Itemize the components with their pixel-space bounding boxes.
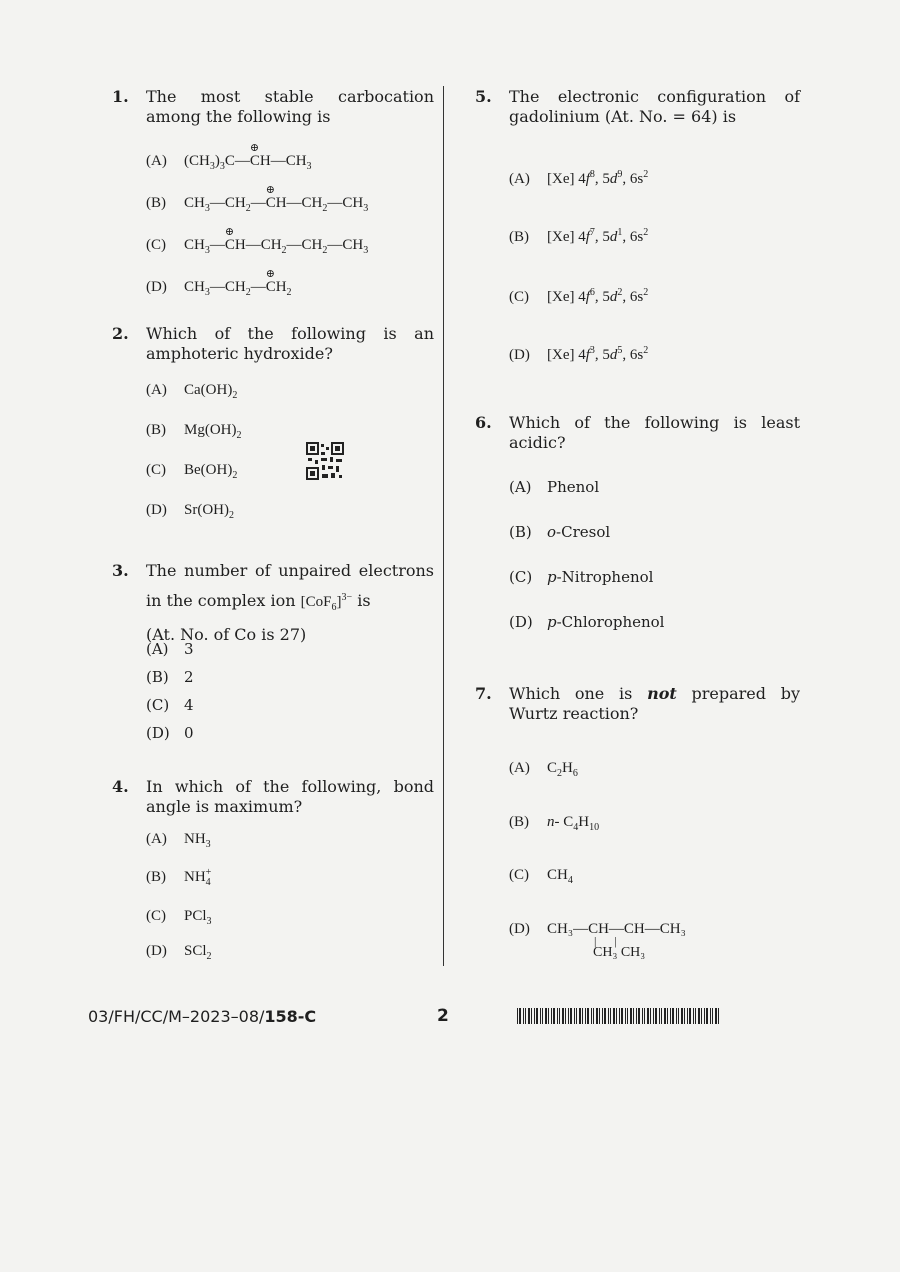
option-b: (B) $Mg(OH)_2$ bbox=[146, 422, 242, 441]
barcode-bar bbox=[523, 1008, 524, 1024]
barcode-bar bbox=[517, 1008, 518, 1024]
barcode-bar bbox=[698, 1008, 700, 1024]
barcode-bar bbox=[676, 1008, 677, 1024]
barcode-bar bbox=[687, 1008, 688, 1024]
barcode-bar bbox=[706, 1008, 708, 1024]
barcode-bar bbox=[650, 1008, 651, 1024]
barcode-bar bbox=[659, 1008, 660, 1024]
barcode-bar bbox=[704, 1008, 705, 1024]
barcode-bar bbox=[670, 1008, 671, 1024]
barcode-bar bbox=[602, 1008, 603, 1024]
barcode-bar bbox=[664, 1008, 666, 1024]
option-d: (D) CH₃—CH—CH—CH₃ | | CH₃ CH₃ bbox=[509, 921, 686, 960]
barcode-bar bbox=[627, 1008, 628, 1024]
barcode-bar bbox=[568, 1008, 569, 1024]
question-7: 7. Which one is not prepared by Wurtz reaction? (A) $C_2H_6$ (B) n- $C_4H_{10}$ (C) $CH_4$ (D) CH₃—CH—CH—CH₃ | | CH₃ CH₃ bbox=[475, 684, 801, 960]
barcode-bar bbox=[542, 1008, 543, 1024]
option-d: (D) p-Chlorophenol bbox=[509, 613, 665, 631]
barcode-bar bbox=[684, 1008, 685, 1024]
barcode-bar bbox=[576, 1008, 577, 1024]
barcode-bar bbox=[647, 1008, 649, 1024]
qr-code-icon bbox=[306, 442, 344, 480]
barcode-bar bbox=[621, 1008, 623, 1024]
barcode-bar bbox=[570, 1008, 572, 1024]
barcode-bar bbox=[710, 1008, 711, 1024]
option-a: (A) $Ca(OH)_2$ bbox=[146, 382, 238, 401]
barcode-bar bbox=[644, 1008, 645, 1024]
barcode-bar bbox=[531, 1008, 532, 1024]
barcode-bar bbox=[672, 1008, 674, 1024]
option-d: (D) $CH_3—CH_2—\oplus$ $CH_2$ bbox=[146, 277, 292, 303]
barcode-bar bbox=[553, 1008, 555, 1024]
barcode-bar bbox=[545, 1008, 547, 1024]
barcode-bar bbox=[559, 1008, 560, 1024]
barcode-bar bbox=[661, 1008, 662, 1024]
barcode-bar bbox=[565, 1008, 566, 1024]
question-6: 6. Which of the following is least acidic? (A) Phenol (B) o-Cresol (C) p-Nitrophenol (D) p-Chlorophenol bbox=[475, 413, 800, 631]
positive-charge-icon: ⊕ CH bbox=[250, 151, 271, 171]
option-b: (B) n- $C_4H_{10}$ bbox=[509, 814, 600, 833]
option-b: (B) NH + 4 bbox=[146, 866, 212, 888]
barcode-bar bbox=[701, 1008, 702, 1024]
barcode-bar bbox=[582, 1008, 583, 1024]
barcode-bar bbox=[525, 1008, 526, 1024]
option-b: (B) $CH_3—CH_2—\oplus$ $CH—CH_2—CH_3$ bbox=[146, 193, 368, 219]
page-number: 2 bbox=[437, 1006, 449, 1026]
option-c: (C) p-Nitrophenol bbox=[509, 568, 654, 586]
option-d: (D) $Sr(OH)_2$ bbox=[146, 502, 234, 521]
barcode-bar bbox=[548, 1008, 549, 1024]
barcode-bar bbox=[613, 1008, 615, 1024]
option-a: (A) Phenol bbox=[509, 478, 600, 496]
barcode-bar bbox=[528, 1008, 530, 1024]
barcode-bar bbox=[653, 1008, 654, 1024]
option-c: (C) [Xe] $4f^6$, $5d^2$, $6s^2$ bbox=[509, 287, 649, 305]
barcode-bar bbox=[557, 1008, 558, 1024]
question-text: The most stable carbocation among the following is bbox=[146, 87, 434, 126]
barcode-icon bbox=[517, 1008, 722, 1024]
barcode-bar bbox=[678, 1008, 679, 1024]
barcode-bar bbox=[638, 1008, 640, 1024]
barcode-bar bbox=[642, 1008, 643, 1024]
barcode-bar bbox=[610, 1008, 611, 1024]
barcode-bar bbox=[630, 1008, 632, 1024]
option-d: (D) SCl$_2$ bbox=[146, 943, 212, 962]
option-c: (C) $CH_3—\oplus$ $CH—CH_2—CH_2—CH_3$ bbox=[146, 235, 368, 261]
barcode-bar bbox=[593, 1008, 594, 1024]
barcode-bar bbox=[579, 1008, 581, 1024]
option-d: (D) 0 bbox=[146, 724, 194, 742]
positive-charge-icon: ⊕ CH bbox=[266, 193, 287, 213]
barcode-bar bbox=[519, 1008, 521, 1024]
positive-charge-icon: ⊕ CH bbox=[225, 235, 246, 255]
barcode-bar bbox=[587, 1008, 589, 1024]
option-a: (A) [Xe] $4f^8$, $5d^9$, $6s^2$ bbox=[509, 169, 649, 187]
barcode-bar bbox=[536, 1008, 538, 1024]
barcode-bar bbox=[712, 1008, 713, 1024]
barcode-bar bbox=[619, 1008, 620, 1024]
barcode-bar bbox=[562, 1008, 564, 1024]
option-b: (B) o-Cresol bbox=[509, 523, 611, 541]
question-number: 1. bbox=[112, 87, 129, 106]
barcode-bar bbox=[718, 1008, 719, 1024]
barcode-bar bbox=[667, 1008, 668, 1024]
barcode-bar bbox=[585, 1008, 586, 1024]
option-d: (D) [Xe] $4f^3$, $5d^5$, $6s^2$ bbox=[509, 345, 649, 363]
branch-bonds: | | bbox=[594, 934, 617, 948]
option-a: (A) $NH_3$ bbox=[146, 831, 211, 850]
question-3: 3. The number of unpaired electrons in the complex ion $[CoF_6]^{3-}$ is (At. No. of Co is 27) (A) 3 (B) 2 (C) 4 (D) 0 bbox=[112, 561, 434, 742]
option-a: (A) $(CH_3)_3C—\oplus$ $CH—CH_3$ bbox=[146, 151, 312, 177]
option-b: (B) [Xe] $4f^7$, $5d^1$, $6s^2$ bbox=[509, 227, 649, 245]
option-c: (C) $Be(OH)_2$ bbox=[146, 462, 238, 481]
option-a: (A) 3 bbox=[146, 640, 194, 658]
question-4: 4. In which of the following, bond angle is maximum? (A) $NH_3$ (B) NH + 4 (C) PCl$_3$ (D) SCl$_2$ bbox=[112, 777, 434, 817]
question-1 bbox=[112, 87, 434, 298]
barcode-bar bbox=[540, 1008, 541, 1024]
barcode-bar bbox=[693, 1008, 694, 1024]
barcode-bar bbox=[695, 1008, 696, 1024]
paper-code: 03/FH/CC/M–2023–08/158-C bbox=[88, 1007, 317, 1026]
column-divider bbox=[443, 86, 444, 966]
barcode-bar bbox=[633, 1008, 634, 1024]
barcode-bar bbox=[616, 1008, 617, 1024]
option-c: (C) 4 bbox=[146, 696, 194, 714]
barcode-bar bbox=[574, 1008, 575, 1024]
barcode-bar bbox=[534, 1008, 535, 1024]
barcode-bar bbox=[599, 1008, 600, 1024]
barcode-bar bbox=[681, 1008, 683, 1024]
option-a: (A) $C_2H_6$ bbox=[509, 760, 578, 779]
barcode-bar bbox=[655, 1008, 657, 1024]
branched-formula-substituents: CH₃ CH₃ bbox=[593, 945, 646, 960]
barcode-bar bbox=[596, 1008, 598, 1024]
barcode-bar bbox=[604, 1008, 606, 1024]
question-5: 5. The electronic configuration of gadolinium (At. No. = 64) is (A) [Xe] $4f^8$, $5d^9$, $6s^2$ (B) [Xe] $4f^7$, $5d^1$, $6s^2$ (C) [Xe] $4f^6$, $5d^2$, $6s^2$ (D) [Xe] $4f^3$, $5d^5$, $6s^2$ bbox=[475, 87, 800, 363]
positive-charge-icon: ⊕ CH bbox=[266, 277, 287, 297]
barcode-bar bbox=[608, 1008, 609, 1024]
question-2: 2. Which of the following is an amphoteric hydroxide? (A) $Ca(OH)_2$ (B) $Mg(OH)_2$ (C) $Be(OH)_2$ (D) $Sr(OH)_2$ bbox=[112, 324, 434, 364]
option-b: (B) 2 bbox=[146, 668, 194, 686]
barcode-bar bbox=[551, 1008, 552, 1024]
barcode-bar bbox=[625, 1008, 626, 1024]
barcode-bar bbox=[689, 1008, 691, 1024]
barcode-bar bbox=[715, 1008, 717, 1024]
option-c: (C) $CH_4$ bbox=[509, 867, 573, 886]
branched-formula-main: CH₃—CH—CH—CH₃ bbox=[547, 921, 686, 937]
barcode-bar bbox=[636, 1008, 637, 1024]
option-c: (C) PCl$_3$ bbox=[146, 908, 212, 927]
barcode-bar bbox=[591, 1008, 592, 1024]
